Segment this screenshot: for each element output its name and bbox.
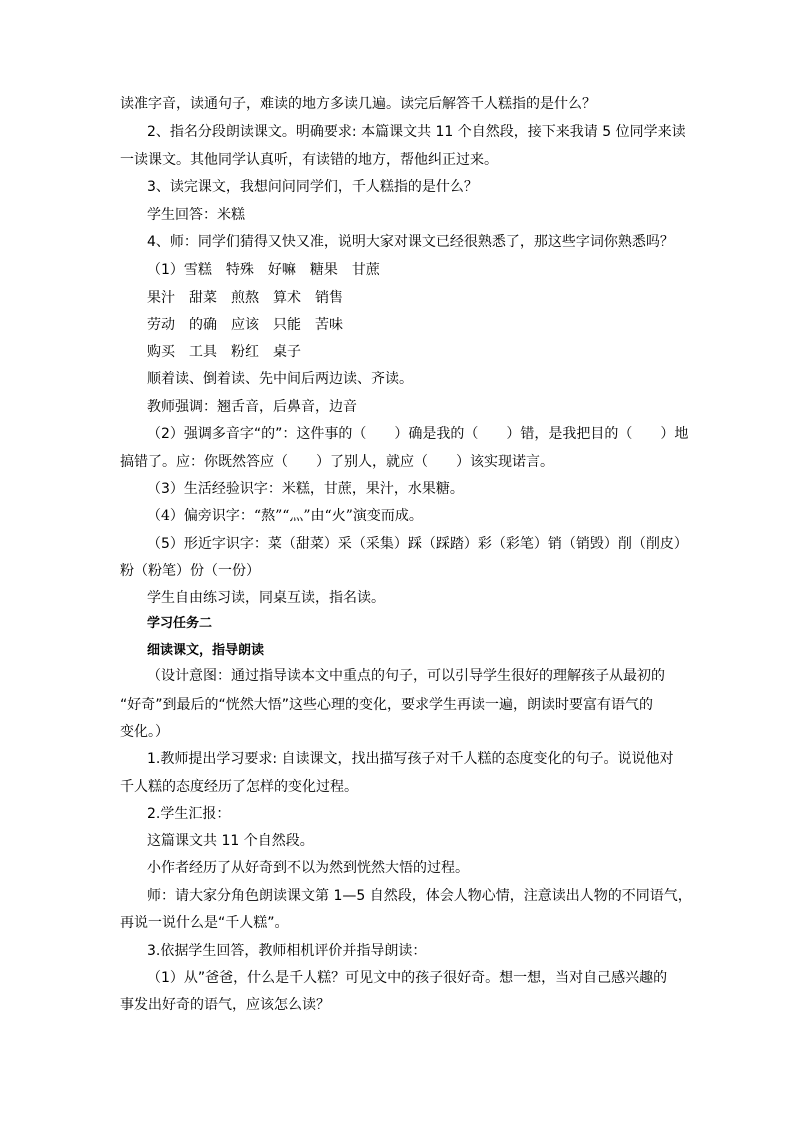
- text-line: 2、指名分段朗读课文。明确要求: 本篇课文共 11 个自然段，接下来我请 5 位同学来读: [147, 124, 686, 140]
- text-line: 2.学生汇报：: [147, 806, 231, 822]
- text-line: （1）从”爸爸，什么是千人糕？可见文中的孩子很好奇。想一想，当对自己感兴趣的: [147, 970, 668, 986]
- text-line: 这篇课文共 11 个自然段。: [147, 833, 314, 849]
- text-line: 教师强调：翘舌音，后鼻音，边音: [147, 399, 357, 415]
- text-line: “好奇”到最后的“恍然大悟”这些心理的变化，要求学生再读一遍，朗读时要富有语气的: [120, 697, 654, 713]
- text-line: 事发出好奇的语气，应该怎么读？: [120, 997, 330, 1013]
- section-heading: 学习任务二: [147, 616, 213, 631]
- text-line: 再说一说什么是“千人糕”。: [120, 915, 289, 931]
- vocab-line: 购买 工具 粉红 桌子: [147, 344, 301, 360]
- subsection-heading: 细读课文，指导朗读: [147, 643, 265, 658]
- text-line: 变化。）: [120, 724, 169, 740]
- text-line: （设计意图：通过指导读本文中重点的句子，可以引导学生很好的理解孩子从最初的: [147, 668, 665, 684]
- vocab-line: 劳动 的确 应该 只能 苦味: [147, 317, 343, 333]
- text-line: 粉（粉笔）份（一份）: [120, 563, 260, 579]
- text-line: 搞错了。应：你既然答应（ ）了别人，就应（ ）该实现诺言。: [120, 454, 554, 470]
- vocab-line: （1）雪糕 特殊 好嘛 糖果 甘蔗: [147, 262, 380, 278]
- vocab-line: 果汁 甜菜 煎熬 算术 销售: [147, 290, 343, 306]
- text-line: 千人糕的态度经历了怎样的变化过程。: [120, 779, 358, 795]
- text-line: 3、读完课文，我想问问同学们，千人糕指的是什么？: [147, 179, 478, 195]
- text-line: 师：请大家分角色朗读课文第 1—5 自然段，体会人物心情，注意读出人物的不同语气，: [147, 888, 692, 904]
- text-line: 1.教师提出学习要求: 自读课文，找出描写孩子对千人糕的态度变化的句子。说说他对: [147, 751, 674, 767]
- text-line: 4、师：同学们猜得又快又准，说明大家对课文已经很熟悉了，那这些字词你熟悉吗？: [147, 234, 674, 250]
- text-line: 顺着读、倒着读、先中间后两边读、齐读。: [147, 371, 413, 387]
- text-line: （5）形近字识字：菜（甜菜）采（采集）踩（踩踏）彩（彩笔）销（销毁）削（削皮）: [147, 536, 688, 552]
- text-line: （3）生活经验识字：米糕，甘蔗，果汁，水果糖。: [147, 481, 464, 497]
- text-line: 学生自由练习读，同桌互读，指名读。: [147, 590, 385, 606]
- text-line: 3.依据学生回答，教师相机评价并指导朗读：: [147, 943, 427, 959]
- text-line: 读准字音，读通句子，难读的地方多读几遍。读完后解答千人糕指的是什么？: [120, 96, 596, 112]
- text-line: 小作者经历了从好奇到不以为然到恍然大悟的过程。: [147, 860, 469, 876]
- text-line: （2）强调多音字“的”：这件事的（ ）确是我的（ ）错，是我把目的（ ）地: [147, 426, 689, 442]
- text-line: 一读课文。其他同学认真听，有读错的地方，帮他纠正过来。: [120, 152, 498, 168]
- text-line: 学生回答：米糕: [147, 207, 245, 223]
- text-line: （4）偏旁识字：“熬”“灬”由“火”演变而成。: [147, 508, 423, 524]
